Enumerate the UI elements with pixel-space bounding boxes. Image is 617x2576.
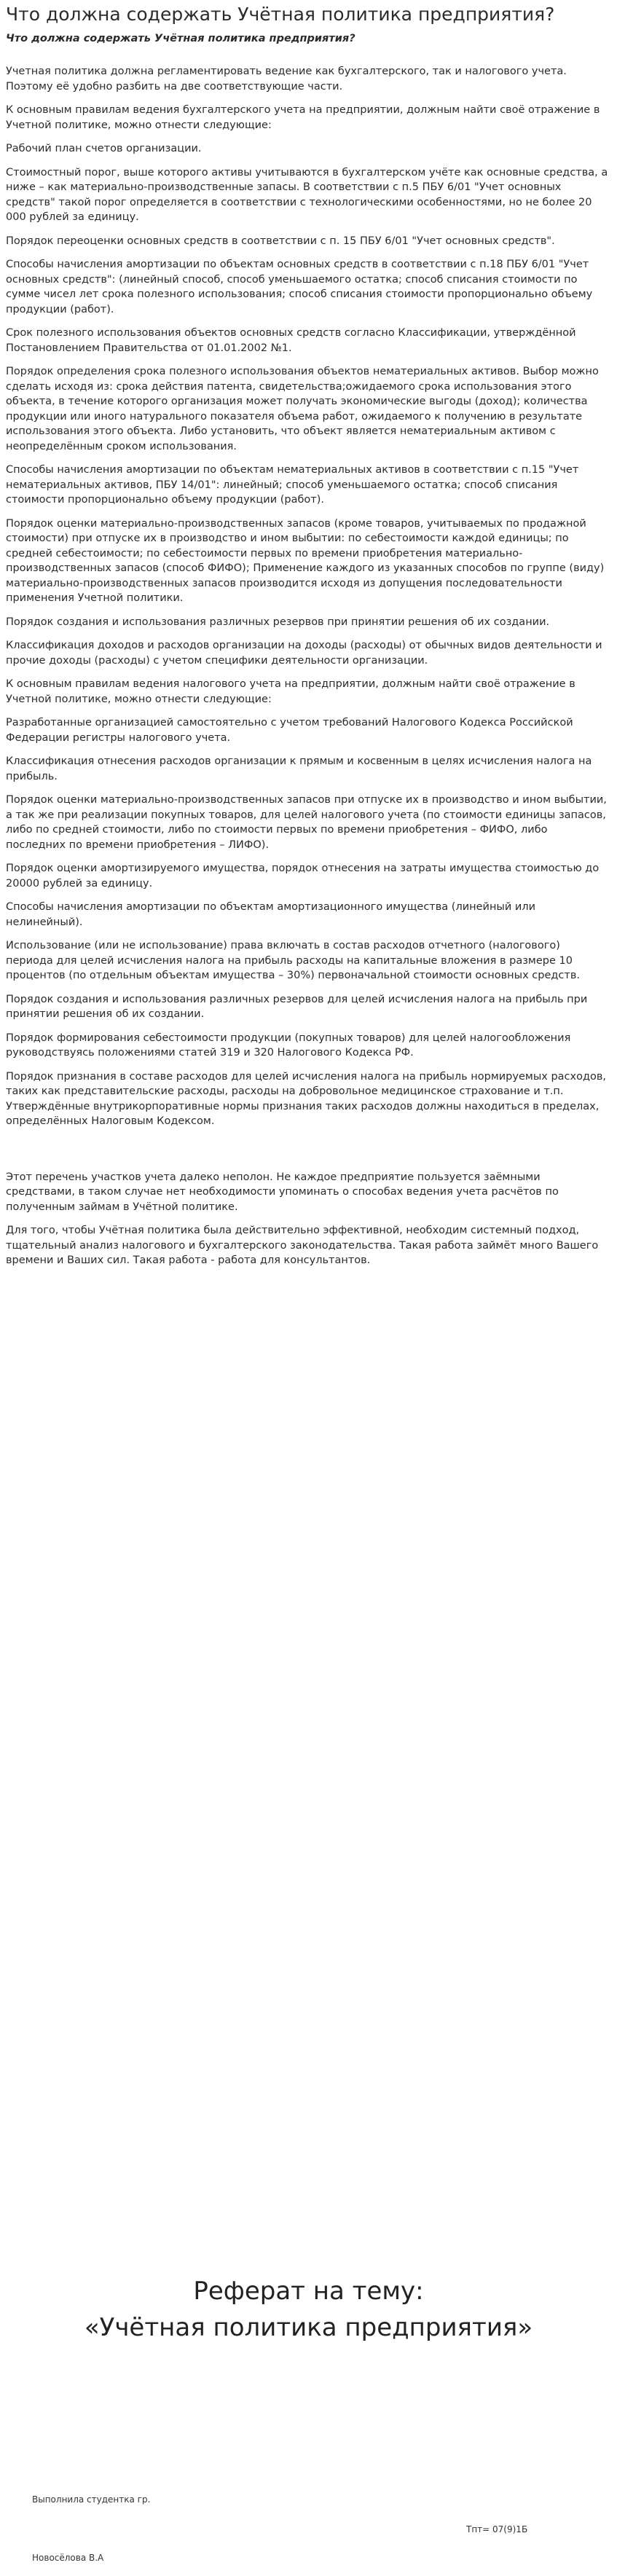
article-body — [6, 64, 610, 1277]
paragraph-tax-registers: Разработанные организацией самостоятельно с учетом требований Налогового Кодекса Российской Федерации регистры налогового учета. — [6, 717, 573, 744]
author-name: Новосёлова В.А — [32, 2553, 104, 2563]
cover-title — [0, 2273, 617, 2346]
paragraph-accounting-rules-lead: К основным правилам ведения бухгалтерского учета на предприятии, должным найти своё отражение в Учетной политике, можно отнести следующие: — [6, 104, 600, 131]
paragraph-intangible-life: Порядок определения срока полезного использования объектов нематериальных активов. Выбор можно сделать исходя из: срока действия патента, свидетельства;ожидаемого срока использования этого объекта, в течение которого организация может получать экономические выгоды (доход); количества продукции или иного натурального показателя объема работ, ожидаемого к получению в результате использования этого объекта. Либо установить, что объект является нематериальным активом с неопределённым сроком использования. — [6, 366, 599, 452]
article-subtitle: Что должна содержать Учётная политика предприятия? — [6, 33, 355, 44]
paragraph-tax-depreciation: Способы начисления амортизации по объектам амортизационного имущества (линейный или нелинейный). — [6, 901, 536, 928]
article-title: Что должна содержать Учётная политика предприятия? — [6, 4, 555, 25]
paragraph-depreciable-property: Порядок оценки амортизируемого имущества, порядок отнесения на затраты имущества стоимостью до 20000 рублей за единицу. — [6, 863, 600, 890]
paragraph-cost-formation: Порядок формирования себестоимости продукции (покупных товаров) для целей налогообложения руководствуясь положениями статей 319 и 320 Налогового Кодекса РФ. — [6, 1032, 571, 1059]
paragraph-bonus-depreciation: Использование (или не использование) права включать в состав расходов отчетного (налогового) периода для целей исчисления налога на прибыль расходы на капитальные вложения в размере 10 процентов (по отдельным объектам имущества – 30%) первоначальной стоимости основных средств. — [6, 940, 580, 981]
paragraph-income-classification: Классификация доходов и расходов организации на доходы (расходы) от обычных видов деятельности и прочие доходы (расходы) с учетом специфики деятельности организации. — [6, 640, 602, 667]
paragraph-tax-reserves: Порядок создания и использования различных резервов для целей исчисления налога на прибыль при принятии решения об их создании. — [6, 993, 588, 1020]
performer-label: Выполнила студентка гр. — [32, 2494, 151, 2505]
paragraph-normalized-expenses: Порядок признания в составе расходов для целей исчисления налога на прибыль нормируемых расходов, таких как представительские расходы, расходы на добровольное медицинское страхование и т.п. Утверждённые внутрикорпоративные нормы признания таких расходов должны находиться в пределах, определённых Налоговым Кодексом. — [6, 1070, 607, 1127]
cover-title-line1: Реферат на тему: — [193, 2277, 424, 2306]
paragraph-chart-of-accounts: Рабочий план счетов организации. — [6, 143, 202, 154]
paragraph-useful-life: Срок полезного использования объектов основных средств согласно Классификации, утверждённой Постановлением Правительства от 01.01.2002 №1. — [6, 327, 576, 354]
paragraph-inventory-valuation: Порядок оценки материально-производственных запасов (кроме товаров, учитываемых по продажной стоимости) при отпуске их в производство и ином выбытии: по себестоимости каждой единицы; по средней себестоимости; по себестоимости первых по времени приобретения материально-производственных запасов (способ ФИФО); Применение каждого из указанных способов по группе (виду) материально-производственных запасов производится исходя из допущения последовательности применения Учетной политики. — [6, 517, 605, 604]
paragraph-cost-threshold: Стоимостный порог, выше которого активы учитываются в бухгалтерском учёте как основные средства, а ниже – как материально-производственные запасы. В соответствии с п.5 ПБУ 6/01 "Учет основных средств" такой порог определяется в соответствии с технологическими особенностями, но не более 20 000 рублей за единицу. — [6, 166, 608, 223]
paragraph-direct-indirect: Классификация отнесения расходов организации к прямым и косвенным в целях исчисления налога на прибыль. — [6, 755, 592, 782]
student-group: Тпт= 07(9)1Б — [466, 2524, 528, 2534]
paragraph-depreciation-fixed-assets: Способы начисления амортизации по объектам основных средств в соответствии с п.18 ПБУ 6/01 "Учет основных средств": (линейный способ, способ уменьшаемого остатка; способ списания стоимости по сумме чисел лет срока полезного использования; способ списания стоимости пропорционально объему продукции (работ). — [6, 259, 593, 315]
paragraph-tax-rules-lead: К основным правилам ведения налогового учета на предприятии, должным найти своё отражение в Учетной политике, можно отнести следующие: — [6, 678, 575, 705]
paragraph-revaluation: Порядок переоценки основных средств в соответствии с п. 15 ПБУ 6/01 "Учет основных средств". — [6, 235, 555, 247]
paragraph-conclusion: Для того, чтобы Учётная политика была действительно эффективной, необходим системный подход, тщательный анализ налогового и бухгалтерского законодательства. Такая работа займёт много Вашего времени и Ваших сил. Такая работа - работа для консультантов. — [6, 1225, 599, 1266]
paragraph-reserves: Порядок создания и использования различных резервов при принятии решения об их создании. — [6, 616, 550, 628]
paragraph-intro: Учетная политика должна регламентировать ведение как бухгалтерского, так и налогового учета. Поэтому её удобно разбить на две соответствующие части. — [6, 66, 567, 93]
paragraph-incomplete-list: Этот перечень участков учета далеко неполон. Не каждое предприятие пользуется заёмными средствами, в таком случае нет необходимости упоминать о способах ведения учета расчётов по полученным займам в Учётной политике. — [6, 1171, 559, 1213]
cover-title-line2: «Учётная политика предприятия» — [84, 2313, 533, 2342]
paragraph-tax-inventory: Порядок оценки материально-производственных запасов при отпуске их в производство и ином выбытии, а так же при реализации покупных товаров, для целей налогового учета (по стоимости единицы запасов, либо по средней стоимости, либо по стоимости первых по времени приобретения – ФИФО, либо последних по времени приобретения – ЛИФО). — [6, 794, 607, 851]
paragraph-intangible-amortization: Способы начисления амортизации по объектам нематериальных активов в соответствии с п.15 "Учет нематериальных активов, ПБУ 14/01": линейный; способ уменьшаемого остатка; способ списания стоимости пропорционально объему продукции (работ). — [6, 464, 579, 506]
